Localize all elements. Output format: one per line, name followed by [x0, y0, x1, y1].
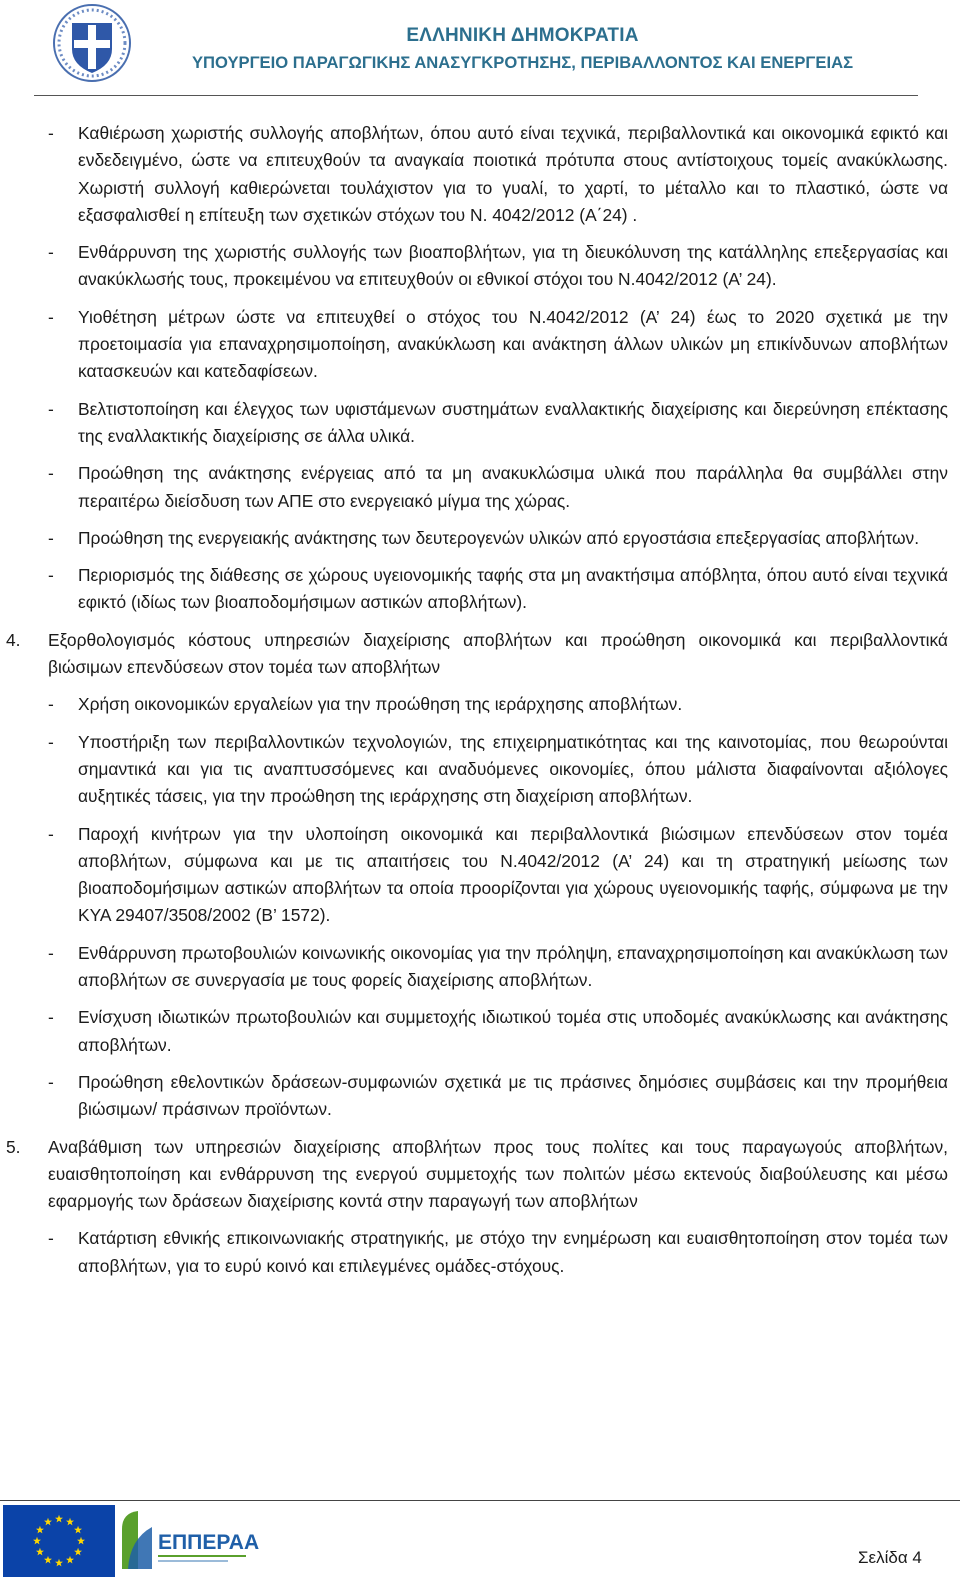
numbered-item-text: Αναβάθμιση των υπηρεσιών διαχείρισης αποβλήτων προς τους πολίτες και τους παραγωγούς αποβλήτων, ευαισθητοποίηση και ενθάρρυνση της ενεργού συμμετοχής των πολιτών μέσω εκτενούς διαβούλευσης και μέσω εφαρμογής των δράσεων διαχείρισης κοντά στην παραγωγή των αποβλήτων — [48, 1136, 948, 1212]
list-item-text: Υιοθέτηση μέτρων ώστε να επιτευχθεί ο στόχος του Ν.4042/2012 (Α’ 24) έως το 2020 σχετικά με την προετοιμασία για επαναχρησιμοποίηση, ανακύκλωση και ανάκτηση άλλων υλικών μη επικίνδυνων αποβλήτων κατασκευών και κατεδαφίσεων. — [78, 306, 948, 382]
list-item-text: Κατάρτιση εθνικής επικοινωνιακής στρατηγικής, με στόχο την ενημέρωση και ευαισθητοποίηση στον τομέα των αποβλήτων, για το ευρύ κοινό και επιλεγμένες ομάδες-στόχους. — [78, 1228, 948, 1276]
bullet-marker: - — [48, 1007, 54, 1028]
list-item-text: Παροχή κινήτρων για την υλοποίηση οικονομικά και περιβαλλοντικά βιώσιμων επενδύσεων στον τομέα αποβλήτων, σύμφωνα και με τις απαιτήσεις του Ν.4042/2012 (Α’ 24) και τη στρατηγική μείωσης των βιοαποδομήσιμων αστικών αποβλήτων τα οποία προορίζονται για χώρους υγειονομικής ταφής, σύμφωνα με την ΚΥΑ 29407/3508/2002 (Β’ 1572). — [78, 823, 948, 926]
list-item-text: Καθιέρωση χωριστής συλλογής αποβλήτων, όπου αυτό είναι τεχνικά, περιβαλλοντικά και οικονομικά εφικτό και ενδεδειγμένο, ώστε να επιτευχθούν τα αναγκαία ποιοτικά πρότυπα στους αντίστοιχους τομείς ανακύκλωσης. Χωριστή συλλογή καθιερώνεται τουλάχιστον για το γυαλί, το χαρτί, το μέταλλο και το πλαστικό, ώστε να εξασφαλισθεί η επίτευξη των σχετικών στόχων του Ν. 4042/2012 (Α΄24) . — [78, 123, 948, 225]
list-item-text: Περιορισμός της διάθεσης σε χώρους υγειονομικής ταφής στα μη ανακτήσιμα απόβλητα, όπου αυτό είναι τεχνικά εφικτό (ιδίως των βιοαποδομήσιμων αστικών αποβλήτων). — [78, 565, 948, 613]
header-ministry: ΥΠΟΥΡΓΕΙΟ ΠΑΡΑΓΩΓΙΚΗΣ ΑΝΑΣΥΓΚΡΟΤΗΣΗΣ, ΠΕΡΙΒΑΛΛΟΝΤΟΣ ΚΑΙ ΕΝΕΡΓΕΙΑΣ — [191, 53, 854, 72]
list-item-text: Ενίσχυση ιδιωτικών πρωτοβουλιών και συμμετοχής ιδιωτικού τομέα στις υποδομές ανακύκλωσης και ανάκτησης αποβλήτων. — [78, 1007, 948, 1055]
list-item — [0, 1004, 960, 1059]
numbered-item — [0, 627, 960, 682]
list-item — [0, 821, 960, 930]
list-item — [0, 396, 960, 451]
page-header — [0, 0, 960, 100]
epperaa-logo — [118, 1505, 268, 1575]
list-item — [0, 460, 960, 515]
header-title: ΕΛΛΗΝΙΚΗ ΔΗΜΟΚΡΑΤΙΑ — [406, 25, 639, 46]
list-item — [0, 940, 960, 995]
list-item — [0, 1069, 960, 1124]
list-item-text: Ενθάρρυνση της χωριστής συλλογής των βιοαποβλήτων, για τη διευκόλυνση της κατάλληλης επεξεργασίας και ανακύκλωσής τους, προκειμένου να επιτευχθούν οι εθνικοί στόχοι του Ν.4042/2012 (Α’ 24). — [78, 242, 948, 290]
number-marker: 4. — [6, 629, 21, 650]
list-item-text: Χρήση οικονομικών εργαλείων για την προώθηση της ιεράρχησης αποβλήτων. — [78, 694, 683, 715]
list-item-text: Ενθάρρυνση πρωτοβουλιών κοινωνικής οικονομίας για την πρόληψη, επαναχρησιμοποίηση και ανακύκλωση των αποβλήτων σε συνεργασία με τους φορείς διαχείρισης αποβλήτων. — [78, 942, 948, 991]
footer-divider — [0, 1500, 960, 1501]
bullet-marker: - — [48, 398, 54, 419]
document-body — [0, 120, 960, 1280]
list-item-text: Βελτιστοποίηση και έλεγχος των υφιστάμενων συστημάτων εναλλακτικής διαχείρισης και διερεύνηση επέκτασης της εναλλακτικής διαχείρισης σε άλλα υλικά. — [78, 398, 948, 446]
epperaa-logo-text: ΕΠΠΕΡΑΑ — [158, 1531, 260, 1554]
bullet-marker: - — [48, 123, 54, 143]
bullet-marker: - — [48, 242, 54, 263]
bullet-marker: - — [48, 306, 54, 327]
list-item — [0, 304, 960, 386]
bullet-marker: - — [48, 565, 54, 586]
list-item-text: Προώθηση εθελοντικών δράσεων-συμφωνιών σχετικά με τις πράσινες δημόσιες συμβάσεις και την προμήθεια βιώσιμων/ πράσινων προϊόντων. — [78, 1071, 948, 1120]
greek-emblem-icon — [52, 3, 132, 83]
list-item — [0, 729, 960, 811]
list-item — [0, 1225, 960, 1280]
list-item — [0, 691, 960, 718]
bullet-marker: - — [48, 823, 54, 844]
bullet-marker: - — [48, 527, 54, 548]
bullet-marker: - — [48, 694, 54, 715]
list-item — [0, 525, 960, 552]
number-marker: 5. — [6, 1136, 21, 1157]
list-item-text: Υποστήριξη των περιβαλλοντικών τεχνολογιών, της επιχειρηματικότητας και της καινοτομίας, που θεωρούνται σημαντικά και για τις αναπτυσσόμενες και αναδυόμενες οικονομίες, όπου μάλιστα διαφαίνονται αξιόλογες αυξητικές τάσεις, για την προώθηση της ιεράρχησης στη διαχείριση αποβλήτων. — [78, 731, 948, 807]
list-item-text: Προώθηση της ενεργειακής ανάκτησης των δευτερογενών υλικών από εργοστάσια επεξεργασίας αποβλήτων. — [78, 527, 920, 548]
bullet-marker: - — [48, 463, 54, 484]
list-item — [0, 239, 960, 294]
list-item — [0, 120, 960, 229]
list-item-text: Προώθηση της ανάκτησης ενέργειας από τα μη ανακυκλώσιμα υλικά που παράλληλα θα συμβάλλει στην περαιτέρω διείσδυση των ΑΠΕ στο ενεργειακό μίγμα της χώρας. — [78, 463, 948, 511]
bullet-marker: - — [48, 942, 54, 963]
header-divider — [34, 95, 918, 96]
numbered-item-text: Εξορθολογισμός κόστους υπηρεσιών διαχείρισης αποβλήτων και προώθηση οικονομικά και περιβαλλοντικά βιώσιμων επενδύσεων στον τομέα των αποβλήτων — [48, 629, 948, 678]
bullet-marker: - — [48, 1071, 54, 1092]
eu-flag-icon — [3, 1505, 115, 1577]
bullet-marker: - — [48, 731, 54, 752]
bullet-marker: - — [48, 1228, 54, 1249]
list-item — [0, 562, 960, 617]
page-number: Σελίδα 4 — [858, 1548, 922, 1567]
numbered-item — [0, 1134, 960, 1216]
